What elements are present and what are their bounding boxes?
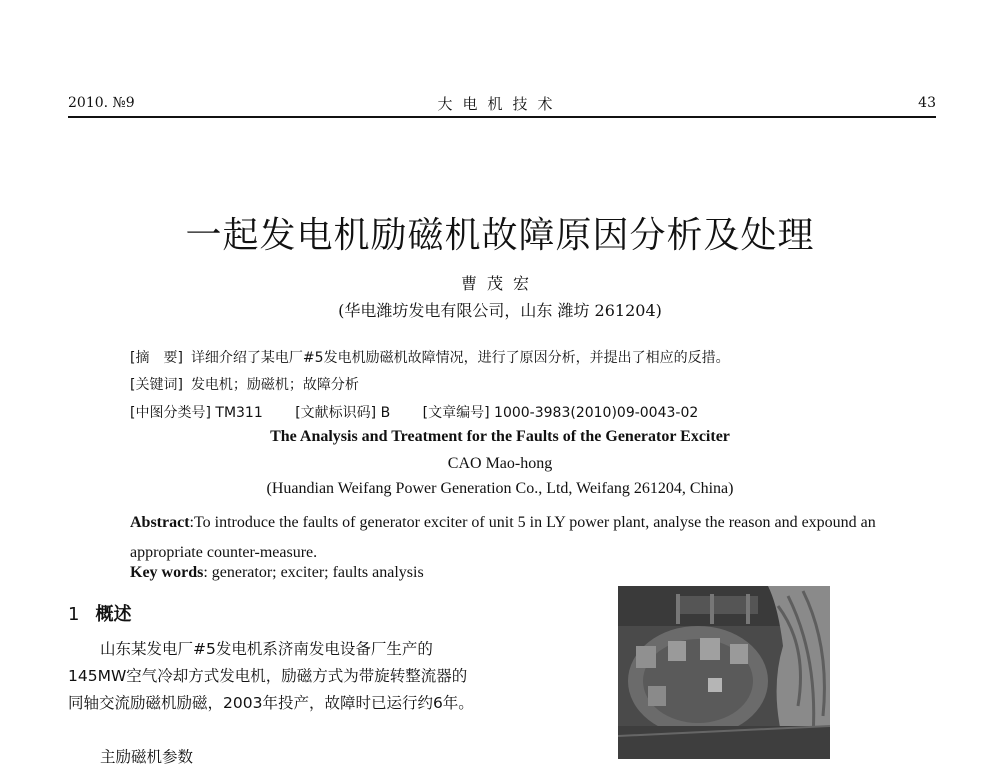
section-number: 1: [68, 604, 80, 625]
doc-code-label: [文献标识码]: [295, 405, 377, 421]
abstract-en-text: :To introduce the faults of generator exciter of unit 5 in LY power plant, analyse the reason and expound an appropriate counter-measure.: [130, 514, 876, 561]
affiliation-cn: (华电潍坊发电有限公司，山东 潍坊 261204): [338, 301, 662, 320]
abstract-en-label: Abstract: [130, 514, 190, 531]
section-next-line: 主励磁机参数: [100, 748, 194, 766]
exciter-photo-image: [618, 586, 830, 759]
abstract-cn-label: [摘 要]: [130, 350, 183, 366]
header-rule: [68, 116, 936, 118]
keywords-cn-text: 发电机；励磁机；故障分析: [190, 377, 359, 393]
keywords-en: [130, 564, 424, 582]
author-en: CAO Mao-hong: [447, 455, 553, 472]
section-title: 概述: [95, 604, 132, 625]
article-number-label: [文章编号]: [422, 405, 490, 421]
abstract-cn: [130, 347, 730, 367]
section-heading: [68, 600, 131, 626]
keywords-cn: [130, 374, 359, 394]
paper-title-en: The Analysis and Treatment for the Faults of the Generator Exciter: [270, 428, 730, 445]
section-paragraph: 山东某发电厂#5发电机系济南发电设备厂生产的145MW空气冷却方式发电机，励磁方式为带旋转整流器的同轴交流励磁机励磁，2003年投产，故障时已运行约6年。: [68, 640, 474, 712]
clc-value: TM311: [215, 405, 263, 421]
photo-graphic: [618, 586, 830, 759]
keywords-en-label: Key words: [130, 564, 204, 581]
issue-number: 2010. №9: [68, 95, 135, 111]
clc-label: [中图分类号]: [130, 405, 211, 421]
page-number: 43: [918, 95, 936, 111]
keywords-en-text: : generator; exciter; faults analysis: [203, 564, 424, 581]
abstract-en: [130, 508, 882, 568]
paper-title-cn: 一起发电机励磁机故障原因分析及处理: [185, 215, 815, 256]
article-number-value: 1000-3983(2010)09-0043-02: [494, 405, 699, 421]
classification-line: [130, 402, 698, 422]
author-cn: 曹茂宏: [460, 274, 539, 293]
abstract-cn-text: 详细介绍了某电厂#5发电机励磁机故障情况，进行了原因分析，并提出了相应的反措。: [190, 350, 730, 366]
journal-name: 大电机技术: [437, 95, 563, 113]
doc-code-value: B: [380, 405, 391, 421]
affiliation-en: (Huandian Weifang Power Generation Co., Ltd, Weifang 261204, China): [266, 480, 734, 497]
keywords-cn-label: [关键词]: [130, 377, 183, 393]
